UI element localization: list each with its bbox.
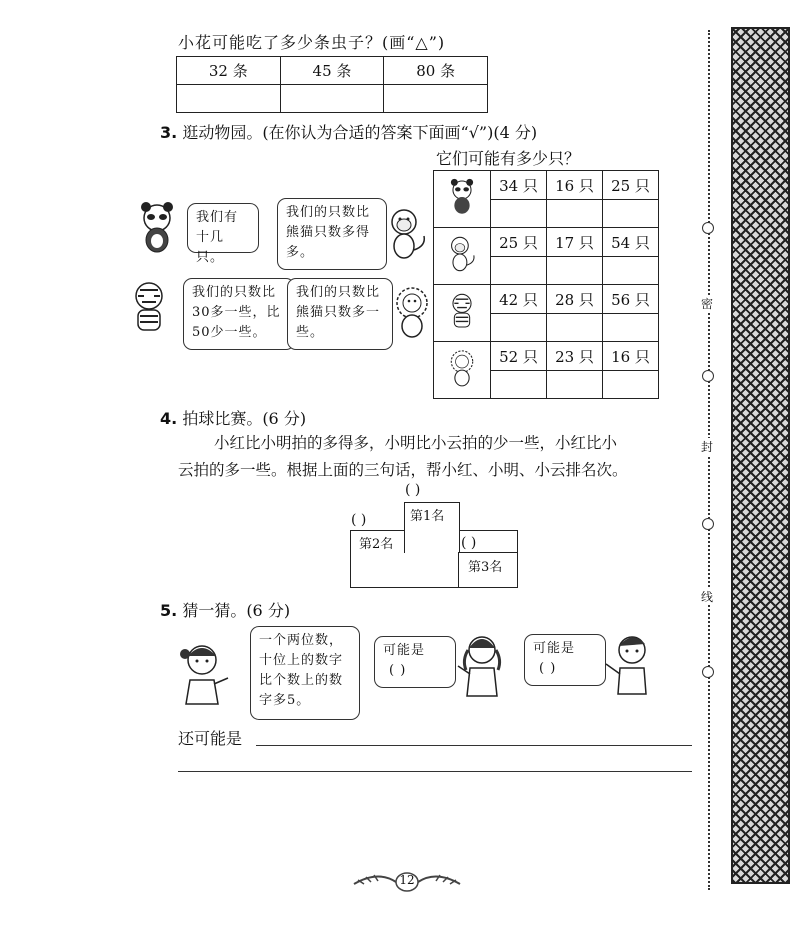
count-cell: 54 只: [603, 228, 659, 257]
second-place-label: 第2名: [359, 537, 394, 552]
binding-pattern-strip: [731, 27, 790, 884]
seal-char: 线: [700, 590, 713, 604]
q5-heading: [160, 598, 290, 621]
q3-subtitle: 它们可能有多少只？: [436, 149, 581, 168]
lion-speech-bubble: 我们的只数比熊猫只数多一些。: [287, 278, 393, 350]
page-number: 12: [399, 873, 415, 887]
monkey-speech-bubble: 我们的只数比熊猫只数多得多。: [277, 198, 387, 270]
q4-heading: [160, 406, 306, 429]
q5-title: 猜一猜。(6 分): [182, 601, 291, 620]
answer-cell[interactable]: [491, 371, 547, 399]
girl-pigtails-icon: [456, 630, 506, 698]
guess-blank-1[interactable]: ( ): [389, 663, 407, 678]
answer-cell[interactable]: [547, 371, 603, 399]
count-cell: 28 只: [547, 285, 603, 314]
answer-cell[interactable]: [603, 257, 659, 285]
count-cell: 16 只: [603, 342, 659, 371]
q4-text-line2: 云拍的多一些。根据上面的三句话，帮小红、小明、小云排名次。: [178, 461, 628, 479]
animal-cell: [434, 285, 491, 342]
animal-count-table: [433, 170, 659, 399]
monkey-icon: [384, 206, 430, 262]
animal-cell: [434, 342, 491, 399]
panda-speech-bubble: 我们有十几只。: [187, 203, 259, 253]
q3-heading: [160, 120, 537, 143]
tiger-icon: [446, 291, 478, 331]
q4-title: 拍球比赛。(6 分): [182, 409, 307, 428]
monkey-icon: [446, 234, 478, 274]
maybe-label: 可能是: [383, 643, 426, 658]
guess-blank-2[interactable]: ( ): [539, 661, 557, 676]
guess-bubble-2: [524, 634, 606, 686]
answer-cell[interactable]: [280, 85, 384, 113]
panda-icon: [446, 177, 478, 217]
first-place-label: 第1名: [410, 509, 445, 524]
count-cell: 25 只: [491, 228, 547, 257]
q4-number: 4.: [160, 409, 178, 428]
answer-cell[interactable]: [547, 314, 603, 342]
third-place-blank[interactable]: ( ): [461, 535, 477, 551]
option-cell: 45 条: [280, 57, 384, 85]
count-cell: 42 只: [491, 285, 547, 314]
girl-icon: [178, 640, 232, 706]
count-cell: 25 只: [603, 171, 659, 200]
q3-title: 逛动物园。(在你认为合适的答案下面画“√”)(4 分): [182, 123, 538, 142]
seal-char: 封: [700, 440, 713, 454]
binding-ring: [702, 518, 714, 530]
binding-ring: [702, 370, 714, 382]
binding-ring: [702, 666, 714, 678]
panda-icon: [134, 202, 180, 254]
answer-line[interactable]: [178, 771, 692, 772]
maybe-label: 可能是: [533, 641, 576, 656]
lion-icon: [447, 348, 477, 388]
animal-cell: [434, 171, 491, 228]
option-cell: 80 条: [384, 57, 488, 85]
tiger-icon: [126, 280, 172, 334]
count-cell: 34 只: [491, 171, 547, 200]
lion-icon: [391, 286, 433, 338]
third-place-label: 第3名: [468, 560, 503, 575]
boy-icon: [604, 630, 654, 696]
answer-cell[interactable]: [491, 314, 547, 342]
second-place-blank[interactable]: ( ): [351, 512, 367, 528]
answer-line[interactable]: [256, 745, 692, 746]
answer-cell[interactable]: [603, 371, 659, 399]
seal-char: 密: [700, 297, 713, 311]
top-question: 小花可能吃了多少条虫子？(画“△”): [178, 33, 446, 52]
q3-number: 3.: [160, 123, 178, 142]
top-options-table: [176, 56, 488, 113]
q5-number: 5.: [160, 601, 178, 620]
clue-speech-bubble: 一个两位数，十位上的数字比个数上的数字多5。: [250, 626, 360, 720]
also-maybe-label: 还可能是: [178, 729, 243, 748]
option-cell: 32 条: [177, 57, 281, 85]
answer-cell[interactable]: [491, 200, 547, 228]
tiger-speech-bubble: 我们的只数比30多一些，比50少一些。: [183, 278, 295, 350]
answer-cell[interactable]: [491, 257, 547, 285]
count-cell: 52 只: [491, 342, 547, 371]
count-cell: 23 只: [547, 342, 603, 371]
binding-ring: [702, 222, 714, 234]
animal-cell: [434, 228, 491, 285]
binding-dotted-line: [708, 30, 710, 890]
count-cell: 16 只: [547, 171, 603, 200]
count-cell: 56 只: [603, 285, 659, 314]
answer-cell[interactable]: [547, 257, 603, 285]
count-cell: 17 只: [547, 228, 603, 257]
answer-cell[interactable]: [603, 314, 659, 342]
answer-cell[interactable]: [547, 200, 603, 228]
answer-cell[interactable]: [177, 85, 281, 113]
answer-cell[interactable]: [384, 85, 488, 113]
first-place-blank[interactable]: ( ): [405, 482, 421, 498]
answer-cell[interactable]: [603, 200, 659, 228]
guess-bubble-1: [374, 636, 456, 688]
q4-text-line1: 小红比小明拍的多得多，小明比小云拍的少一些，小红比小: [214, 434, 618, 452]
